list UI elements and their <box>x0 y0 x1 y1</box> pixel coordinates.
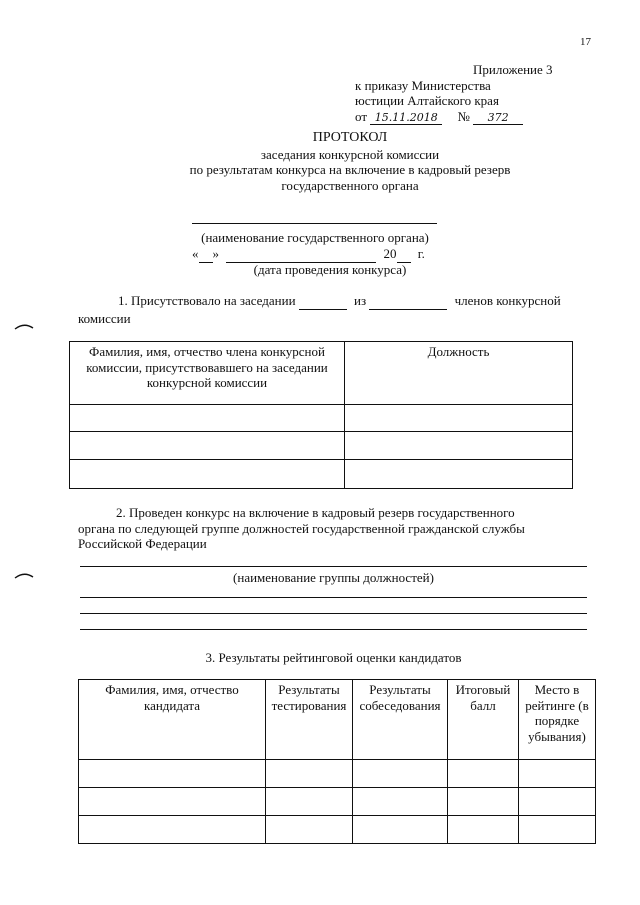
date-prefix: от <box>355 108 368 124</box>
table-cell[interactable] <box>519 788 596 816</box>
table-cell[interactable] <box>353 816 448 844</box>
month-blank <box>226 246 376 263</box>
number-prefix: № <box>457 108 470 124</box>
table-row <box>79 816 596 844</box>
members-table <box>69 341 573 489</box>
handwritten-date: 15.11.2018 <box>370 111 442 125</box>
org-name-blank <box>192 223 437 224</box>
members-table-header-row <box>70 342 573 405</box>
section3-title: 3. Результаты рейтинговой оценки кандидатов <box>205 650 462 665</box>
document-heading <box>80 130 620 194</box>
table-cell[interactable] <box>519 760 596 788</box>
section1-text-mid: из <box>354 293 367 308</box>
rating-table <box>78 679 596 844</box>
day-blank <box>199 246 213 263</box>
rating-header-interview: Результаты собеседования <box>353 680 448 760</box>
table-cell[interactable] <box>448 760 519 788</box>
appendix-title: Приложение 3 <box>473 62 553 77</box>
members-header-name: Фамилия, имя, отчество члена конкурсной комиссии, присутствовавшего на заседании конкурсной комиссии <box>70 342 345 405</box>
group-name-blank-3 <box>80 613 587 614</box>
table-row <box>79 760 596 788</box>
table-cell[interactable] <box>70 460 345 489</box>
date-close-quote: » <box>212 246 219 261</box>
table-cell[interactable] <box>448 816 519 844</box>
table-cell[interactable] <box>266 760 353 788</box>
heading-line-3: государственного органа <box>281 177 419 193</box>
handwritten-number: 372 <box>473 111 523 125</box>
rating-table-header-row <box>79 680 596 760</box>
margin-mark-2 <box>14 571 34 579</box>
section2-line-2: органа по следующей группе должностей государственной гражданской службы <box>78 520 525 536</box>
group-caption: (наименование группы должностей) <box>233 570 434 585</box>
table-cell[interactable] <box>79 816 266 844</box>
table-cell[interactable] <box>448 788 519 816</box>
table-cell[interactable] <box>353 760 448 788</box>
total-count-blank <box>369 293 447 310</box>
table-cell[interactable] <box>353 788 448 816</box>
conference-date-line <box>192 246 492 263</box>
document-title: ПРОТОКОЛ <box>312 130 388 145</box>
appendix-block <box>355 62 595 125</box>
table-row <box>79 788 596 816</box>
year-prefix: 20 <box>383 246 397 261</box>
table-cell[interactable] <box>345 405 573 432</box>
appendix-date-number-line <box>355 109 595 125</box>
group-name-blank-2 <box>80 597 587 598</box>
table-cell[interactable] <box>70 432 345 460</box>
section2-line-1: 2. Проведен конкурс на включение в кадровый резерв государственного <box>116 505 515 520</box>
group-name-blank-4 <box>80 629 587 630</box>
heading-line-1: заседания конкурсной комиссии <box>260 146 440 162</box>
table-cell[interactable] <box>79 760 266 788</box>
table-row <box>70 460 573 489</box>
section1-line2: комиссии <box>78 311 131 326</box>
year-suffix: г. <box>417 246 425 261</box>
margin-mark-1 <box>14 322 34 330</box>
appendix-order-line: к приказу Министерства <box>355 77 491 93</box>
table-cell[interactable] <box>70 405 345 432</box>
table-row <box>70 405 573 432</box>
rating-header-place: Место в рейтинге (в порядке убывания) <box>519 680 596 760</box>
date-open-quote: « <box>192 246 199 261</box>
members-header-position: Должность <box>345 342 573 405</box>
rating-header-total: Итоговый балл <box>448 680 519 760</box>
table-cell[interactable] <box>79 788 266 816</box>
date-caption: (дата проведения конкурса) <box>253 262 407 277</box>
page-number: 17 <box>580 36 591 48</box>
table-cell[interactable] <box>519 816 596 844</box>
group-name-blank-1 <box>80 566 587 567</box>
table-cell[interactable] <box>345 432 573 460</box>
table-cell[interactable] <box>266 788 353 816</box>
section1-text-end: членов конкурсной <box>454 293 561 308</box>
table-cell[interactable] <box>266 816 353 844</box>
section2-paragraph <box>78 505 608 552</box>
appendix-ministry-line: юстиции Алтайского края <box>355 93 499 109</box>
table-row <box>70 432 573 460</box>
section1-line1 <box>118 293 608 310</box>
table-cell[interactable] <box>345 460 573 489</box>
year-blank <box>397 246 411 263</box>
rating-header-testing: Результаты тестирования <box>266 680 353 760</box>
org-caption: (наименование государственного органа) <box>201 230 429 245</box>
rating-header-name: Фамилия, имя, отчество кандидата <box>79 680 266 760</box>
section2-line-3: Российской Федерации <box>78 536 207 552</box>
heading-line-2: по результатам конкурса на включение в кадровый резерв <box>189 162 511 178</box>
attended-count-blank <box>299 293 347 310</box>
section1-text-start: 1. Присутствовало на заседании <box>118 293 296 308</box>
